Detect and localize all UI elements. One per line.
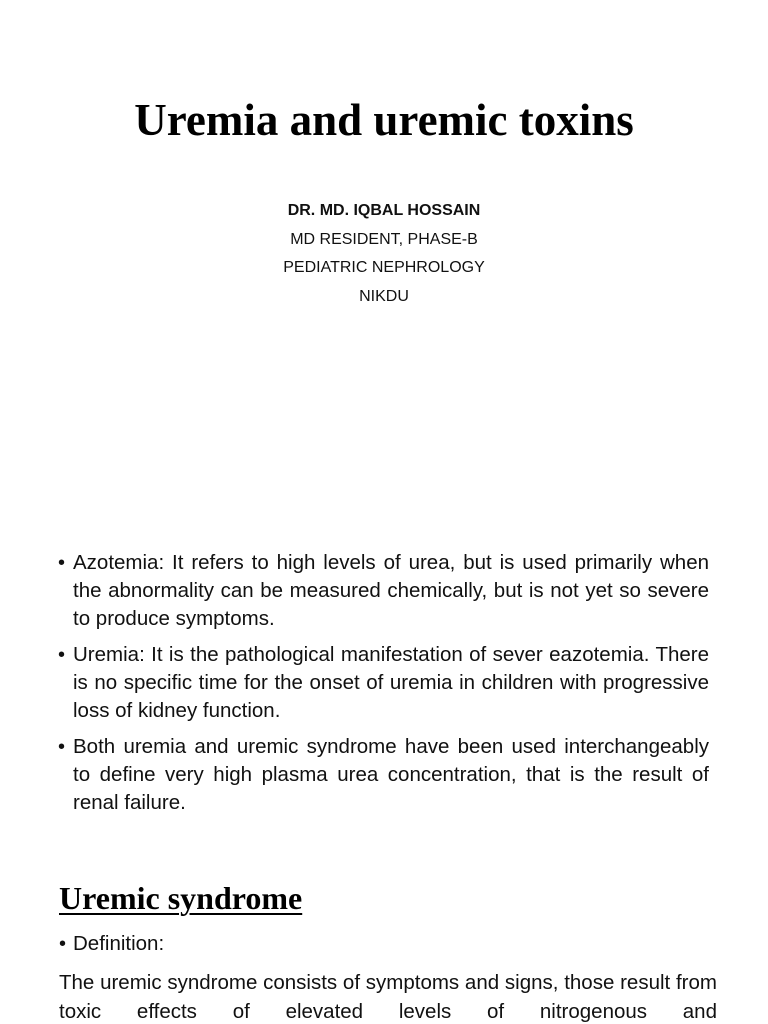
list-item [58, 733, 709, 817]
bullet-icon: • [58, 736, 66, 758]
list-item [58, 549, 709, 633]
section-heading: Uremic syndrome [59, 880, 303, 916]
author-department: PEDIATRIC NEPHROLOGY [283, 259, 485, 277]
bullet-text-uremia: Uremia: It is the pathological manifestation of sever eazotemia. There is no specific time for the onset of uremia in children with progressive loss of kidney function. [73, 643, 709, 722]
bullet-text-azotemia: Azotemia: It refers to high levels of urea, but is used primarily when the abnormality can be measured chemically, but is not yet so severe to produce symptoms. [73, 551, 709, 630]
definition-bullet [59, 930, 164, 958]
author-institution: NIKDU [359, 288, 409, 306]
bullet-icon: • [59, 933, 67, 955]
bullet-text-uremic-syndrome: Both uremia and uremic syndrome have been used interchangeably to define very high plasma urea concentration, that is the result of renal failure. [73, 735, 709, 814]
author-position: MD RESIDENT, PHASE-B [290, 230, 478, 248]
definition-label: Definition: [73, 932, 165, 955]
author-name: DR. MD. IQBAL HOSSAIN [287, 202, 481, 219]
slide-title: Uremia and uremic toxins [134, 95, 634, 145]
bullet-icon: • [58, 552, 66, 574]
definition-paragraph: The uremic syndrome consists of symptoms and signs, those result from toxic effects of elevated levels of nitrogenous and [59, 971, 717, 1023]
author-block [0, 197, 768, 312]
list-item [58, 641, 709, 725]
definitions-bullet-list [58, 549, 709, 825]
bullet-icon: • [58, 644, 66, 666]
